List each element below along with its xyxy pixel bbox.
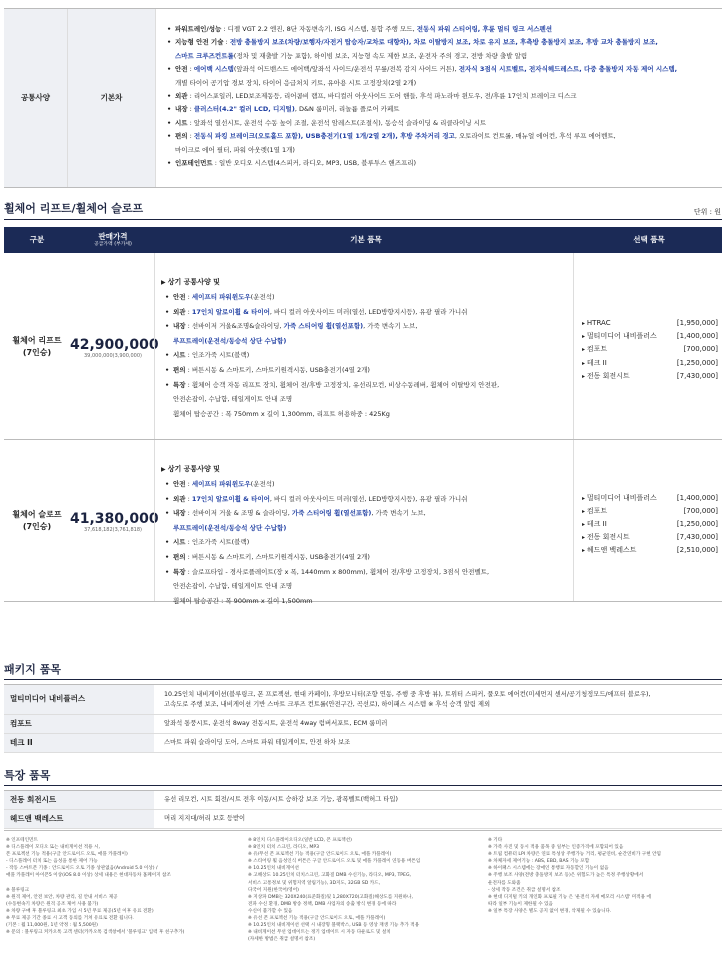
option-price: [2,510,000] xyxy=(676,546,718,555)
special-name: 헤드앤 백레스트 xyxy=(4,810,154,828)
common-spec-table xyxy=(4,8,722,188)
option-price: [1,400,000] xyxy=(676,493,718,502)
item-text: 안전손잡이, 수납함, 테일게이트 안내 조명 xyxy=(173,395,293,404)
option-price: [7,430,000] xyxy=(676,533,718,542)
footnotes xyxy=(4,830,722,975)
footnote-column-navigation xyxy=(248,837,420,943)
option-price: [1,950,000] xyxy=(676,319,718,327)
option-price: [700,000] xyxy=(683,506,718,515)
basic-item-line xyxy=(161,535,489,550)
option-price: [1,250,000] xyxy=(676,358,718,367)
item-text: (운전석) xyxy=(250,480,275,488)
spec-label: 외관 xyxy=(175,92,188,101)
item-text: : 인조가죽 시트(블랙) xyxy=(185,538,250,547)
spec-text: : xyxy=(187,132,194,141)
special-desc xyxy=(154,791,722,809)
item-highlight: 가죽 스티어링 휠(열선포함) xyxy=(291,509,372,518)
item-highlight: 루프트레이(운전석/동승석 상단 수납함) xyxy=(173,523,287,532)
model-title: 휠체어 슬로프 xyxy=(12,510,62,519)
item-label: 특장 xyxy=(173,567,186,576)
item-label: 안전 xyxy=(173,480,186,488)
special-row xyxy=(4,810,722,829)
item-label: 특장 xyxy=(173,380,186,389)
model-title: 휠체어 리프트 xyxy=(12,335,62,345)
footnote-line: ※ 주행 보조 사양(전방 충돌방지 보조 등)은 위험도가 높은 특정 주행상황에서 xyxy=(488,873,644,879)
item-text: : xyxy=(185,480,192,488)
basic-item-line xyxy=(161,550,489,565)
item-highlight: 17인치 알로이휠 & 타이어 xyxy=(191,494,270,503)
special-desc xyxy=(154,810,722,828)
item-text: : xyxy=(185,494,192,503)
common-spec-item xyxy=(166,130,718,157)
footnote-line: ※ 유선 폰 프로젝션 기능 적용(구글 안드로이드 오토, 애플 카플레이) xyxy=(248,916,386,922)
footnote-line: ※ 문의 : 블루링크 커카오톡 고객 센터(카카오톡 검색창에서 '블루링크' 입력 후 친구추가) xyxy=(6,930,185,936)
section-divider xyxy=(4,219,722,220)
basic-item-line xyxy=(161,477,489,492)
footnote-line: ※ 하이패스 시스템에는 장애인 통행료 자동할인 기능이 없음 xyxy=(488,866,609,872)
basic-item-line xyxy=(161,378,499,393)
header-basic-items: 기본 품목 xyxy=(350,234,382,244)
footnote-line: ※ 원격 제어, 안전 보안, 차량 관리, 길 안내 서비스 제공 xyxy=(6,894,118,900)
item-highlight: 루프트레이(운전석/동승석 상단 수납함) xyxy=(173,336,287,345)
option-item xyxy=(582,357,718,370)
item-text: (운전석) xyxy=(250,293,275,301)
footnote-line: 운전자를 도와줌 xyxy=(488,880,521,886)
footnote-line: ※ 유/무선 폰 프로젝션 기능 적용(구글 안드로이드 오토, 애플 카플레이) xyxy=(248,852,392,858)
option-item xyxy=(582,531,718,544)
spec-label: 인포테인먼트 xyxy=(175,159,213,168)
footnote-line: 수신이 불가할 수 있음 xyxy=(248,908,293,914)
item-highlight: 가죽 스티어링 휠(열선포함) xyxy=(283,322,364,331)
basic-items-list xyxy=(161,275,499,421)
package-desc-line: 10.25인치 내비게이션(블루링크, 폰 프로젝션, 현대 카페이), 후방모니터(조향 연동, 주행 중 후방 뷰), 트위터 스피커, 풀오토 에어컨(미세먼지 센서/공기청정모드/애프터 블로우), xyxy=(164,690,651,698)
footnote-line: ※ 지상파 DMB는 320X240(표준화질)및 1,280X720(고화질)해상도를 지원하나, xyxy=(248,894,413,900)
spec-highlight: 전자식 3점식 시트벨트, 전자식헤드레스트, 다중 충돌방지 자동 제어 시스템, xyxy=(458,65,678,74)
item-text: : xyxy=(185,307,192,316)
basic-item-line xyxy=(161,305,499,320)
option-list xyxy=(582,492,718,558)
model-price xyxy=(70,511,159,534)
option-name: ▸ 컴포트 xyxy=(582,343,607,356)
footnote-line: ※ 인포테인먼트 xyxy=(6,838,38,843)
header-category: 구분 xyxy=(29,234,45,244)
spec-text: 개별 타이어 공기압 경보 장치, 타이어 응급처치 키트, 유아용 시트 고정장치(2열 2개) xyxy=(175,78,417,87)
spec-highlight: 클러스터(4.2" 컬러 LCD, 디지털) xyxy=(193,105,295,114)
spec-text: (앞좌석 어드밴스드 에어백/앞좌석 사이드/운전석 무릎/전복 감지 사이드 커튼), xyxy=(233,65,459,74)
spec-label: 지능형 안전 기술 xyxy=(175,38,224,47)
option-name: ▸ 테크 II xyxy=(582,357,607,370)
footnote-line: ※ 스티어링 휠 음성인식 버튼은 구글 안드로이드 오토 및 애플 카플레이 연동용 버튼임 xyxy=(248,859,421,865)
item-label: 시트 xyxy=(173,351,186,360)
item-text: : 선바이저 거울 & 조명 & 슬라이딩, xyxy=(185,509,292,518)
package-table xyxy=(4,684,722,753)
footnote-line: ※ 디스플레이 모디오 또는 내비게이션 적용 시, xyxy=(6,845,100,851)
item-label: 내장 xyxy=(173,322,186,331)
wheelchair-section-title: 휠체어 리프트/휠체어 슬로프 xyxy=(4,202,144,215)
item-text: , 바디 컬러 아웃사이드 미러(열선, LED방향지시등), 유광 필라 가니쉬 xyxy=(269,307,468,316)
spec-text: : xyxy=(187,105,194,114)
footnote-line: ※ 블루링크 xyxy=(6,887,30,893)
footnote-line: ※ 차체자세 제어기능 : ABS, EBD, BAS 기능 포함 xyxy=(488,859,590,865)
footnote-line: 서비스 고통정보 및 위험지역 알림기능), 3D지도, 32GB SD 카드, xyxy=(248,880,381,886)
common-spec-item xyxy=(166,117,718,130)
item-text: : 선바이저 거울&조명&슬라이딩, xyxy=(185,322,284,331)
package-desc-line: 앞좌석 통풍시트, 운전석 8way 전동시트, 운전석 4way 럼버서포트, ECM 룸미러 xyxy=(164,720,388,728)
spec-label: 시트 xyxy=(175,118,188,127)
footnote-line: 폰 프로젝션 기능 적용(구글 안드로이드 오토, 애플 카플레이) xyxy=(6,852,128,858)
package-desc xyxy=(154,685,722,714)
spec-highlight: 전방 충돌방지 보조(차량/보행자/자전거 탑승자/교차로 대향차), 차로 이탈방지 보조, 차로 유지 보조, 후측방 충돌방지 보조, 후방 교차 충돌방지 보조, xyxy=(229,38,658,47)
wheelchair-row xyxy=(4,440,722,605)
basic-items xyxy=(154,440,574,605)
spec-highlight: 전동식 파킹 브레이크(오토홀드 포함), USB충전기(1열 1개/2열 2개), 후방 주차거리 경고 xyxy=(193,132,455,141)
special-section-title: 특장 품목 xyxy=(4,769,51,782)
spec-text: , 오토라이트 컨트롤, 매뉴얼 에어컨, 후석 루프 에어벤트, xyxy=(454,132,616,141)
footnote-line: - 작동 스마트폰 기종 : 안드로이드 오토 기종 상관없음(Android 5.0 이상) / xyxy=(6,866,158,872)
footnote-line: ※ 8인치 디스플레이오디오(일반 LCD, 폰 프로젝션) xyxy=(248,838,352,843)
common-spec-item xyxy=(166,103,718,116)
basic-item-line xyxy=(161,319,499,334)
footnote-line: ※ 10.25인치 내비게이션 선택 시 내장형 블랙박스, USB 등 영상 재생 기능 추가 적용 xyxy=(248,923,420,929)
spec-text: : xyxy=(187,65,194,74)
item-label: 시트 xyxy=(173,538,186,547)
package-name: 테크 II xyxy=(4,734,154,752)
basic-item-line xyxy=(161,521,489,536)
package-row xyxy=(4,734,722,753)
item-text: , 가죽 변속기 노브, xyxy=(371,509,426,518)
special-row xyxy=(4,791,722,810)
item-label: 내장 xyxy=(173,509,186,518)
basic-item-line xyxy=(161,594,489,609)
basic-item-line xyxy=(161,363,499,378)
footnote-line: ※ 8인치 터치 스크린, 라디오, MP3 xyxy=(248,845,320,851)
item-text: , 가죽 변속기 노브, xyxy=(363,322,418,331)
option-price: [700,000] xyxy=(683,345,718,354)
basic-item-line xyxy=(161,290,499,305)
option-name: ▸ 테크 II xyxy=(582,518,607,531)
common-spec-item xyxy=(166,36,718,63)
item-label: 외관 xyxy=(173,494,186,503)
footnote-line: ※ 가족 사진 및 동시 적용 품목 중 일부는 인증가격에 포함되어 있음 xyxy=(488,845,624,851)
unit-label: 단위 : 원 xyxy=(693,208,721,216)
option-price: [7,430,000] xyxy=(676,371,718,380)
spec-label: 안전 xyxy=(175,65,188,74)
price-supply: 37,618,182(3,761,818) xyxy=(84,527,142,533)
footnote-line: - 상세 작동 조건은 취급 설명서 참조 xyxy=(488,887,561,893)
spec-label: 파워트레인/성능 xyxy=(175,25,222,33)
footnote-line: (기본 : 월 11,000원, 1년 약정 : 월 5,500원) xyxy=(6,923,98,929)
basic-item-line xyxy=(161,506,489,521)
package-row xyxy=(4,715,722,734)
basic-item-line xyxy=(161,565,489,580)
footnote-line: - 디스플레이 터치 또는 음성을 통한 제어 가능 xyxy=(6,859,98,865)
price-supply: 39,000,000(3,900,000) xyxy=(84,352,142,359)
spec-text: 마이크로 에어 필터, 파워 아웃렛(1열 1개) xyxy=(175,145,295,154)
footnote-column-etc xyxy=(488,837,661,915)
common-spec-item xyxy=(166,23,718,36)
common-spec-item xyxy=(166,157,718,170)
footnote-line: ※ 현대 디지털 키의 개인화 프로필 기능 은 '운전석 자세 메모리 시스템' 미적용 에 xyxy=(488,894,651,900)
option-price: [1,400,000] xyxy=(676,332,718,341)
item-text: : 버튼시동 & 스마트키, 스마트키원격시동, USB충전기(4열 2개) xyxy=(185,365,370,374)
option-item xyxy=(582,518,718,531)
spec-text: : 일반 오디오 시스템(4스피커, 라디오, MP3, USB, 블루투스 핸즈프리) xyxy=(212,159,417,168)
footnote-line: ※ 내비게이션 무선 업데이트는 정기 업데이트 시 자동 다운로드 및 설치 xyxy=(248,930,391,936)
option-list xyxy=(582,317,718,383)
package-name: 컴포트 xyxy=(4,715,154,733)
option-price: [1,250,000] xyxy=(676,519,718,528)
item-text: : 인조가죽 시트(블랙) xyxy=(185,351,250,360)
basic-items-head: ▶ 상기 공통사양 및 xyxy=(161,275,499,290)
option-item xyxy=(582,343,718,356)
special-desc-line: 머리 지지대/허리 보호 등받이 xyxy=(164,815,246,823)
spec-highlight: 스마트 크루즈컨트롤 xyxy=(175,51,234,60)
package-desc-line: 고속도로 주행 보조, 내비게이션 기반 스마트 크루즈 컨트롤(안전구간, 곡선로), 하이패스 시스템 ※ 후석 승객 알림 제외 xyxy=(164,700,491,708)
option-item xyxy=(582,317,718,330)
option-item xyxy=(582,330,718,343)
option-name: ▸ HTRAC xyxy=(582,317,611,330)
package-row xyxy=(4,685,722,715)
item-highlight: 세이프티 파워윈도우 xyxy=(191,293,251,301)
item-label: 안전 xyxy=(173,293,186,301)
basic-item-line xyxy=(161,492,489,507)
common-category-cell: 공통사양 xyxy=(4,9,68,187)
spec-text: : 디젤 VGT 2.2 엔진, 8단 자동변속기, ISG 시스템, 통합 주행 모드, xyxy=(221,25,417,33)
footnote-line: ※ 고해상도 10.25인치 터치스크린, 고화질 DMB 수신기능, 라디오, MP3, TPEG, xyxy=(248,873,411,879)
basic-items-head: ▶ 상기 공통사양 및 xyxy=(161,462,489,477)
footnote-line: ※ 일부 특장 사양은 별도 공지 없이 변경, 삭제될 수 있습니다. xyxy=(488,908,612,914)
option-item xyxy=(582,544,718,557)
package-desc xyxy=(154,734,722,752)
basic-items xyxy=(154,253,574,439)
item-text: : 슬로프타입 - 경사로플레이트(장 x 폭, 1440mm x 800mm), 휠체어 전/후방 고정장치, 3점식 안전벨트, xyxy=(185,567,490,576)
spec-highlight: 전동식 파워 스티어링, 후륜 멀티 링크 서스펜션 xyxy=(416,25,553,33)
basic-items-list xyxy=(161,462,489,608)
spec-text: , D&N 룸미러, 리놀륨 플로어 카페트 xyxy=(294,105,400,114)
header-option-items: 선택 품목 xyxy=(633,234,665,244)
footnote-column-infotainment xyxy=(6,837,184,936)
footnote-line: ※ 무료 제공 기간 종료 시 고객 동의를 거쳐 유료로 전환 됩니다. xyxy=(6,916,134,922)
common-spec-item xyxy=(166,63,718,90)
spec-label: 편의 xyxy=(175,132,188,141)
wheelchair-table-header xyxy=(4,227,722,253)
footnote-line: ※ 트립 컴퓨터 LPI 차량은 연료 특성상 주행가능 거리, 평균연비, 순간연비가 구현 안됨 xyxy=(488,852,661,858)
common-spec-list xyxy=(166,23,718,170)
option-name: ▸ 컴포트 xyxy=(582,505,607,518)
spec-text: (정차 및 재출발 기능 포함), 하이빔 보조, 지능형 속도 제한 보조, 운전자 주의 경고, 전방 차량 출발 알림 xyxy=(233,51,528,60)
option-item xyxy=(582,370,718,383)
section-divider xyxy=(4,785,722,786)
package-desc-line: 스마트 파워 슬라이딩 도어, 스마트 파워 테일게이트, 안전 하차 보조 xyxy=(164,739,351,747)
footnote-line: (수동변속기 차량은 원격 공조 제어 사용 불가) xyxy=(6,901,99,907)
footnote-line: 다국어 지원(한국어/영어) xyxy=(248,887,299,893)
package-desc xyxy=(154,715,722,733)
option-name: ▸ 멀티미디어 내비플러스 xyxy=(582,492,657,505)
common-subcategory-cell: 기본차 xyxy=(68,9,156,187)
option-name: ▸ 전동 회전시트 xyxy=(582,531,630,544)
footnote-line: (자세한 방법은 취급 설명서 참조) xyxy=(248,937,316,943)
price-value: 42,900,000 xyxy=(70,336,159,353)
spec-highlight: 에어백 시스템 xyxy=(193,65,234,74)
item-text: , 바디 컬러 아웃사이드 미러(열선, LED방향지시등), 유광 필라 가니쉬 xyxy=(269,494,468,503)
item-text: : 휠체어 승객 자동 리프트 장치, 휠체어 전/후방 고정장치, 유선리모컨, 비상수동레버, 휠체어 이탈방지 안전판, xyxy=(185,380,500,389)
special-table xyxy=(4,790,722,829)
price-value: 41,380,000 xyxy=(70,511,159,527)
item-text: : xyxy=(185,293,192,301)
option-name: ▸ 멀티미디어 내비플러스 xyxy=(582,330,657,343)
common-spec-item xyxy=(166,90,718,103)
item-text: 휠체어 탑승공간 : 폭 750mm x 길이 1,300mm, 리프트 허용하중 : 425Kg xyxy=(173,409,390,418)
footnote-line: ※ 10.25인치 내비게이션 xyxy=(248,866,299,872)
model-seats: (7인승) xyxy=(22,522,52,531)
item-text: 안전손잡이, 수납함, 테일게이트 안내 조명 xyxy=(173,582,293,591)
special-desc-line: 유선 리모컨, 시트 회전/시트 전후 이동/시트 승하강 보조 기능, 광폭벨트(백허그 타입) xyxy=(164,796,398,804)
basic-item-line xyxy=(161,348,499,363)
special-name: 전동 회전시트 xyxy=(4,791,154,809)
model-name xyxy=(4,335,70,359)
item-label: 외관 xyxy=(173,307,186,316)
spec-text: : 앞좌석 열선시트, 운전석 수동 높이 조절, 운전석 암레스트(조절식), 동승석 슬라이딩 & 리클라이닝 시트 xyxy=(187,118,487,127)
spec-text: : 리어스포일러, LED보조제동등, 리어콤비 램프, 바디컬러 아웃사이드 도어 핸들, 후석 파노라마 윈도우, 전/후륜 17인치 브레이크 디스크 xyxy=(187,92,577,101)
model-name xyxy=(4,509,70,533)
model-seats: (7인승) xyxy=(22,347,52,357)
option-name: ▸ 헤드앤 백레스트 xyxy=(582,544,636,557)
option-name: ▸ 전동 회전시트 xyxy=(582,370,630,383)
option-item xyxy=(582,492,718,505)
basic-item-line xyxy=(161,334,499,349)
item-label: 편의 xyxy=(173,365,186,374)
footnote-line xyxy=(6,880,184,887)
basic-item-line xyxy=(161,579,489,594)
item-text: 휠체어 탑승공간 : 폭 900mm x 길이 1,500mm xyxy=(173,596,313,605)
basic-item-line xyxy=(161,392,499,407)
package-name: 멀티미디어 내비플러스 xyxy=(4,685,154,714)
item-text: : 버튼시동 & 스마트키, 스마트키원격시동, USB충전기(4열 2개) xyxy=(185,552,370,561)
section-divider xyxy=(4,679,722,680)
footnote-line: ※ 차량 구매 후 블루링크 최초 가입 시 5년 무료 제공(5년 이후 유료 전환) xyxy=(6,908,154,914)
footnote-line: 따라 일부 기능이 제한될 수 있음 xyxy=(488,901,553,907)
spec-text: : xyxy=(223,38,230,47)
package-section-title: 패키지 품목 xyxy=(4,663,61,676)
basic-item-line xyxy=(161,407,499,422)
option-item xyxy=(582,505,718,518)
item-highlight: 17인치 알로이휠 & 타이어 xyxy=(191,307,270,316)
model-price xyxy=(70,336,159,360)
item-highlight: 세이프티 파워윈도우 xyxy=(191,480,251,488)
footnote-line: ※ 기타 xyxy=(488,838,503,843)
wheelchair-row xyxy=(4,253,722,440)
header-price: 판매가격 공급가액 (부가세) xyxy=(94,231,132,247)
spec-label: 내장 xyxy=(175,105,188,114)
footnote-line: 전파 수신 환경, DMB 방송 정책, DMB 사업자의 송출 방식 변경 등에 따라 xyxy=(248,901,397,907)
footnote-line: 애플 카플레이 아이폰5 이상(iOS 8.0 이상) 상세 내용은 현대자동차 홈페이지 참조 xyxy=(6,873,171,879)
item-label: 편의 xyxy=(173,552,186,561)
